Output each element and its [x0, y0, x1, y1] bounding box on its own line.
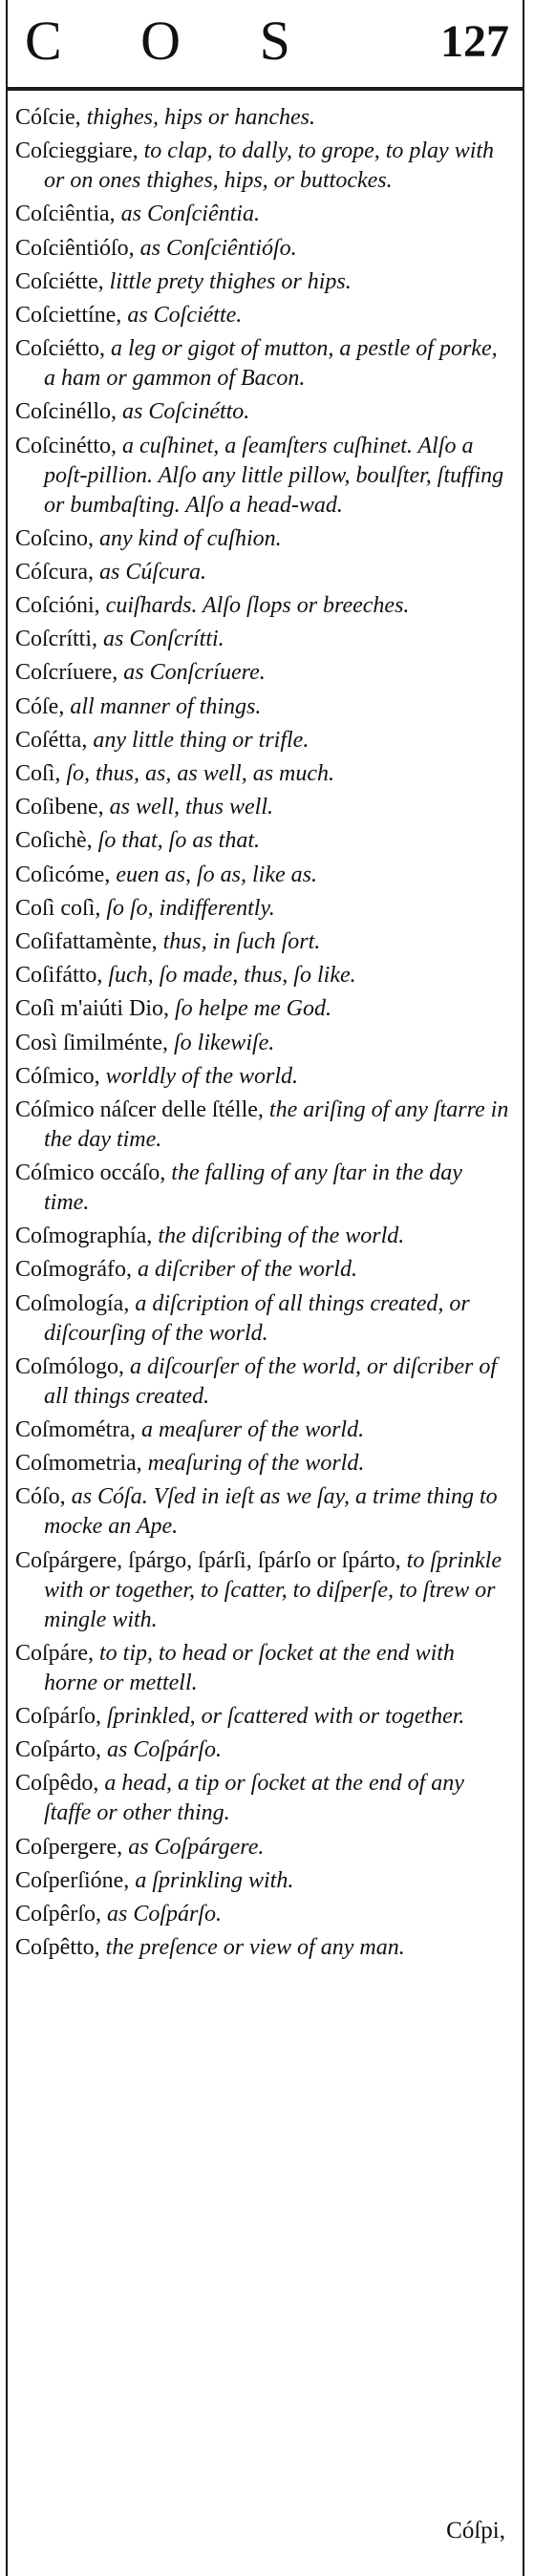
entry-headword: Coſciettíne,: [15, 302, 122, 328]
entry-definition: a head, a tip or ſocket at the end of any ſtaffe or other thing.: [44, 1771, 464, 1826]
entry-headword: Cóſmico,: [15, 1063, 100, 1089]
entry-definition: cuiſhards. Alſo ſlops or breeches.: [99, 593, 410, 619]
entry-definition: ſprinkled, or ſcattered with or together.: [101, 1703, 465, 1729]
dictionary-entry: [15, 1255, 512, 1285]
dictionary-entry: [15, 927, 512, 957]
entry-definition: the falling of any ſtar in the day time.: [44, 1160, 462, 1216]
entry-headword: Coſpêdo,: [15, 1771, 99, 1797]
dictionary-entry: [15, 1702, 512, 1732]
dictionary-entry: [15, 1866, 512, 1896]
dictionary-entry: [15, 692, 512, 722]
dictionary-entry: [15, 1159, 512, 1218]
entry-definition: a diſcourſer of the world, or diſcriber of all things created.: [44, 1353, 498, 1409]
entry-definition: a meaſurer of the world.: [135, 1417, 365, 1442]
entry-definition: euen as, ſo as, like as.: [110, 862, 317, 887]
entry-headword: Coſmólogo,: [15, 1353, 125, 1379]
entry-headword: Coſpárto,: [15, 1737, 101, 1763]
entry-headword: Cóſcura,: [15, 559, 94, 585]
entry-definition: any kind of cuſhion.: [94, 525, 282, 551]
entry-headword: Coſichè,: [15, 828, 93, 854]
entry-definition: a ſprinkling with.: [129, 1867, 294, 1893]
entry-definition: a diſcription of all things created, or diſcourſing of the world.: [44, 1290, 470, 1346]
dictionary-entry: [15, 591, 512, 621]
entry-headword: Coſpárgere, ſpárgo, ſpárſi, ſpárſo or ſpárto,: [15, 1547, 401, 1573]
entry-definition: ſuch, ſo made, thus, ſo like.: [102, 963, 356, 989]
dictionary-entry: [15, 793, 512, 822]
entry-definition: a leg or gigot of mutton, a pestle of porke, a ham or gammon of Bacon.: [44, 336, 498, 392]
dictionary-entry: [15, 200, 512, 229]
catchword: Cóſpi,: [446, 2518, 505, 2544]
entry-headword: Coſì,: [15, 761, 61, 786]
dictionary-entry: [15, 397, 512, 427]
dictionary-entry: [15, 1029, 512, 1058]
entry-headword: Coſmometria,: [15, 1451, 142, 1477]
dictionary-entry: [15, 894, 512, 924]
dictionary-entry: [15, 1735, 512, 1765]
entry-definition: the ariſing of any ſtarre in the day time.: [44, 1096, 509, 1152]
entry-definition: thus, in ſuch ſort.: [157, 928, 321, 954]
entry-definition: as Coſpárſo.: [101, 1901, 223, 1927]
dictionary-entry: [15, 1482, 512, 1542]
entry-headword: Coſcríuere,: [15, 660, 118, 686]
entry-headword: Coſpergere,: [15, 1834, 123, 1860]
entry-definition: the diſcribing of the world.: [152, 1224, 405, 1249]
entry-headword: Coſpárſo,: [15, 1703, 101, 1729]
dictionary-entry: [15, 826, 512, 856]
entry-definition: as Conſcrítti.: [97, 627, 224, 652]
entry-definition: as Coſcinétto.: [116, 399, 250, 425]
entry-definition: thighes, hips or hanches.: [80, 105, 315, 130]
dictionary-entry: [15, 103, 512, 133]
entry-headword: Cóſmico occáſo,: [15, 1160, 166, 1186]
entry-definition: as Coſpárſo.: [101, 1737, 223, 1763]
entry-headword: Coſcinétto,: [15, 433, 117, 458]
page-header: [8, 0, 523, 91]
dictionary-entry: [15, 961, 512, 990]
entry-definition: meaſuring of the world.: [141, 1451, 365, 1477]
entry-definition: as Coſpárgere.: [122, 1834, 265, 1860]
entry-headword: Cóſmico náſcer delle ſtélle,: [15, 1096, 264, 1122]
entry-headword: Coſicóme,: [15, 862, 111, 887]
entry-headword: Cóſcie,: [15, 105, 81, 130]
entry-definition: ſo likewiſe.: [168, 1030, 275, 1055]
entry-headword: Coſciêntia,: [15, 202, 116, 227]
dictionary-entry: [15, 726, 512, 756]
entry-definition: any little thing or trifle.: [87, 727, 310, 753]
entry-headword: Coſcióni,: [15, 593, 100, 619]
entry-definition: all manner of things.: [64, 693, 262, 719]
entry-headword: Coſpáre,: [15, 1640, 94, 1666]
dictionary-entry: [15, 234, 512, 264]
entry-definition: to clap, to dally, to grope, to play with or on ones thighes, hips, or buttockes.: [44, 138, 495, 194]
dictionary-entry: [15, 1416, 512, 1445]
dictionary-entry: [15, 1900, 512, 1929]
page-frame: [6, 0, 524, 2576]
dictionary-entry: [15, 137, 512, 196]
dictionary-entry: [15, 558, 512, 587]
dictionary-entry: [15, 625, 512, 654]
entry-headword: Coſpêtto,: [15, 1935, 100, 1961]
dictionary-entry: [15, 1933, 512, 1963]
entry-headword: Coſmométra,: [15, 1417, 136, 1442]
entry-definition: to ſprinkle with or together, to ſcatter, to diſperſe, to ſtrew or mingle with.: [44, 1547, 502, 1632]
entry-headword: Coſì m'aiúti Dio,: [15, 996, 169, 1022]
dictionary-entry: [15, 524, 512, 554]
dictionary-entry: [15, 1639, 512, 1698]
dictionary-entry: [15, 1546, 512, 1635]
dictionary-entry: [15, 1289, 512, 1349]
dictionary-entry: [15, 1449, 512, 1479]
entry-definition: as Coſciétte.: [121, 302, 243, 328]
entry-definition: ſo ſo, indifferently.: [100, 895, 275, 921]
entry-headword: Coſciétto,: [15, 336, 105, 362]
dictionary-entry: [15, 267, 512, 297]
entry-headword: Coſciétte,: [15, 268, 104, 294]
dictionary-entry: [15, 994, 512, 1024]
dictionary-entry: [15, 334, 512, 394]
entry-definition: as well, thus well.: [103, 795, 273, 820]
dictionary-entry: [15, 1062, 512, 1092]
entry-headword: Cóſo,: [15, 1484, 66, 1510]
entry-definition: little prety thighes or hips.: [103, 268, 352, 294]
entry-headword: Coſciêntióſo,: [15, 235, 135, 261]
dictionary-entry: [15, 1769, 512, 1828]
entry-definition: as Conſciêntióſo.: [134, 235, 297, 261]
dictionary-entries: [15, 103, 512, 1967]
entry-definition: ſo helpe me God.: [169, 996, 331, 1022]
entry-definition: as Conſcríuere.: [117, 660, 266, 686]
entry-headword: Coſmographía,: [15, 1224, 153, 1249]
page-number: 127: [440, 16, 509, 67]
dictionary-entry: [15, 1833, 512, 1863]
entry-headword: Cóſe,: [15, 693, 65, 719]
dictionary-entry: [15, 861, 512, 890]
entry-definition: as Cóſa. Vſed in ieſt as we ſay, a trime thing to mocke an Ape.: [44, 1484, 498, 1540]
entry-definition: to tip, to head or ſocket at the end with horne or mettell.: [44, 1640, 455, 1695]
entry-headword: Coſmología,: [15, 1290, 130, 1316]
entry-headword: Coſétta,: [15, 727, 88, 753]
entry-headword: Coſcinéllo,: [15, 399, 117, 425]
entry-headword: Coſmográfo,: [15, 1257, 132, 1283]
entry-headword: Coſcino,: [15, 525, 94, 551]
entry-headword: Coſcrítti,: [15, 627, 97, 652]
entry-definition: worldly of the world.: [99, 1063, 299, 1089]
dictionary-entry: [15, 1096, 512, 1155]
entry-headword: Coſì coſì,: [15, 895, 101, 921]
entry-definition: as Conſciêntia.: [115, 202, 260, 227]
entry-definition: a diſcriber of the world.: [131, 1257, 357, 1283]
entry-definition: a cuſhinet, a ſeamſters cuſhinet. Alſo a poſt-pillion. Alſo any little pillow, boulſter, ſtuffing or bumbaſting. Alſo a head-wad.: [44, 433, 504, 518]
dictionary-entry: [15, 301, 512, 330]
entry-headword: Coſpêrſo,: [15, 1901, 101, 1927]
running-head: C O S: [25, 10, 323, 72]
dictionary-entry: [15, 759, 512, 789]
entry-headword: Così ſimilménte,: [15, 1030, 168, 1055]
dictionary-entry: [15, 658, 512, 688]
entry-headword: Coſperſióne,: [15, 1867, 130, 1893]
entry-definition: ſo, thus, as, as well, as much.: [60, 761, 335, 786]
dictionary-entry: [15, 1222, 512, 1251]
entry-definition: the preſence or view of any man.: [99, 1935, 405, 1961]
entry-headword: Coſifátto,: [15, 963, 103, 989]
entry-definition: as Cúſcura.: [93, 559, 206, 585]
entry-definition: ſo that, ſo as that.: [92, 828, 261, 854]
entry-headword: Coſifattamènte,: [15, 928, 158, 954]
dictionary-entry: [15, 1352, 512, 1412]
entry-headword: Coſibene,: [15, 795, 104, 820]
entry-headword: Coſcieggiare,: [15, 138, 139, 164]
dictionary-entry: [15, 432, 512, 521]
